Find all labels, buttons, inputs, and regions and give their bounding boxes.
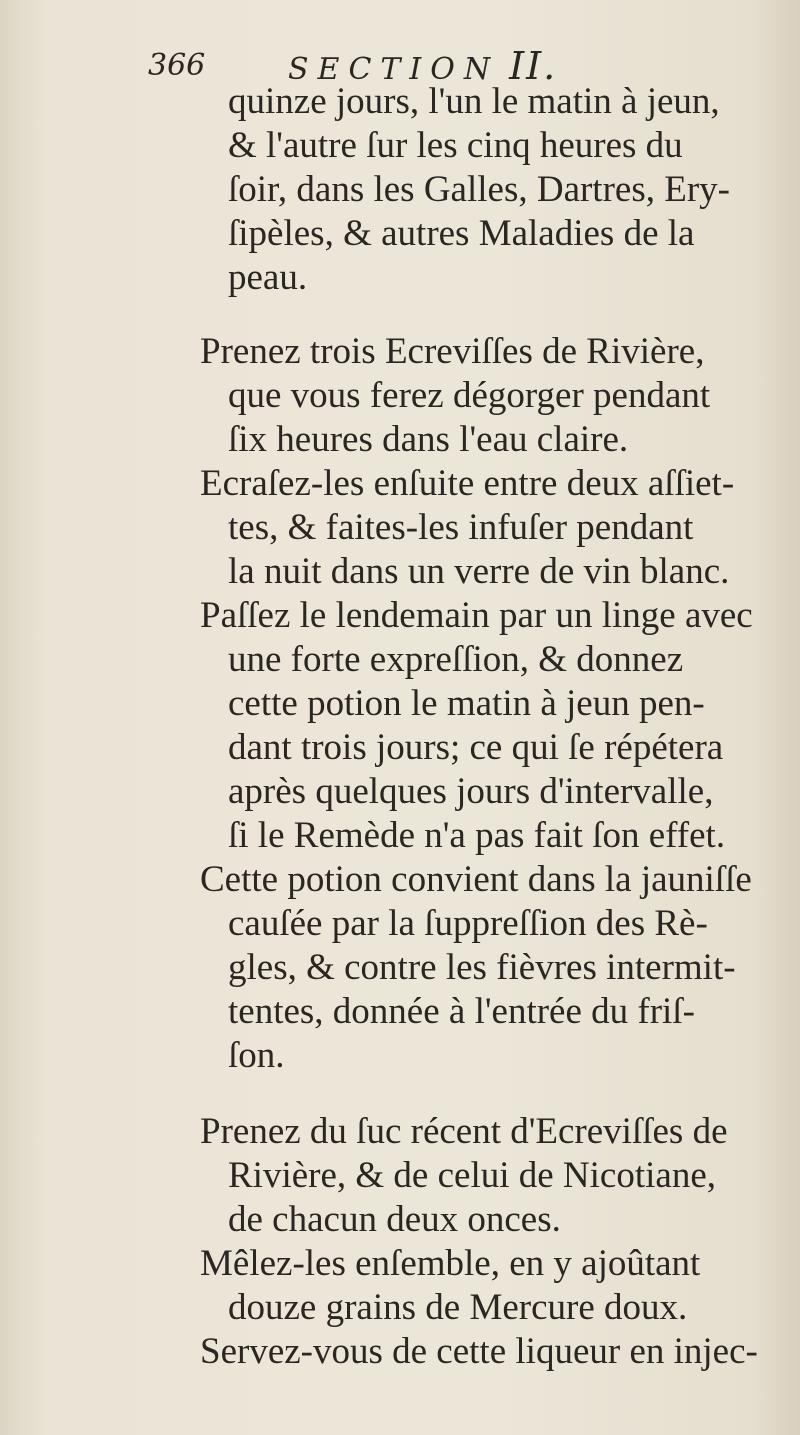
text-line: Cette potion convient dans la jauniſſe — [200, 859, 752, 900]
text-line: cette potion le matin à jeun pen- — [228, 683, 705, 724]
text-line: ſix heures dans l'eau claire. — [228, 419, 629, 460]
text-line: ſon. — [228, 1035, 285, 1076]
text-line: ſi le Remède n'a pas fait ſon effet. — [228, 815, 726, 856]
text-line: quinze jours, l'un le matin à jeun, — [228, 81, 720, 122]
text-line: peau. — [228, 257, 308, 298]
section-number: II. — [509, 44, 558, 88]
text-line: Servez-vous de cette liqueur en injec- — [200, 1331, 758, 1372]
text-line: tes, & faites-les infuſer pendant — [228, 507, 694, 548]
text-line: Prenez trois Ecreviſſes de Rivière, — [200, 331, 705, 372]
text-line: Prenez du ſuc récent d'Ecreviſſes de — [200, 1111, 728, 1152]
text-line: après quelques jours d'intervalle, — [228, 771, 714, 812]
text-line: Paſſez le lendemain par un linge avec — [200, 595, 753, 636]
text-line: douze grains de Mercure doux. — [228, 1287, 688, 1328]
text-line: Mêlez-les enſemble, en y ajoûtant — [200, 1243, 701, 1284]
text-line: gles, & contre les fièvres intermit- — [228, 947, 736, 988]
text-line: tentes, donnée à l'entrée du friſ- — [228, 991, 695, 1032]
text-line: cauſée par la ſuppreſſion des Rè- — [228, 903, 708, 944]
text-line: Ecraſez-les enſuite entre deux aſſiet- — [200, 463, 735, 504]
text-line: une forte expreſſion, & donnez — [228, 639, 684, 680]
text-line: & l'autre ſur les cinq heures du — [228, 125, 683, 166]
text-line: dant trois jours; ce qui ſe répétera — [228, 727, 724, 768]
text-line: que vous ferez dégorger pendant — [228, 375, 711, 416]
text-line: ſoir, dans les Galles, Dartres, Ery- — [228, 169, 730, 210]
text-line: ſipèles, & autres Maladies de la — [228, 213, 695, 254]
page-number: 366 — [148, 48, 206, 83]
text-line: de chacun deux onces. — [228, 1199, 561, 1240]
section-word: SECTION — [288, 52, 500, 87]
text-line: la nuit dans un verre de vin blanc. — [228, 551, 730, 592]
text-line: Rivière, & de celui de Nicotiane, — [228, 1155, 717, 1196]
